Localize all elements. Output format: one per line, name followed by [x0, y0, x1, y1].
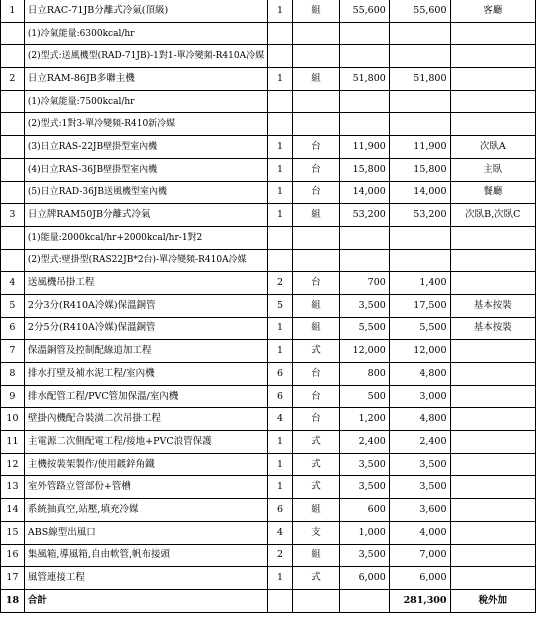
item-description-cell: 主機按裝架製作/使用鍍鋅角鐵 [24, 453, 267, 476]
unit-cell: 式 [292, 567, 339, 590]
item-description-cell: 系統抽真空,站壓,填充冷媒 [24, 499, 267, 522]
table-row [1, 45, 536, 68]
unit-price-cell: 800 [340, 363, 390, 386]
item-number-cell [1, 158, 25, 181]
item-number-cell [1, 136, 25, 159]
total-unit-price-cell [340, 589, 390, 612]
item-description-cell: 排水配管工程/PVC管加保溫/室內機 [24, 385, 267, 408]
table-row [1, 385, 536, 408]
quantity-cell: 1 [268, 181, 293, 204]
remark-cell: 次臥B,次臥C [450, 204, 535, 227]
amount-cell [389, 22, 450, 45]
quantity-cell [268, 226, 293, 249]
remark-cell [450, 226, 535, 249]
table-row [1, 499, 536, 522]
item-number-cell: 2 [1, 68, 25, 91]
table-row [1, 22, 536, 45]
item-description-cell: 2分5分(R410A冷媒)保溫銅管 [24, 317, 267, 340]
table-row [1, 68, 536, 91]
unit-price-cell: 2,400 [340, 431, 390, 454]
unit-price-cell [340, 45, 390, 68]
quantity-cell: 6 [268, 385, 293, 408]
unit-price-cell: 51,800 [340, 68, 390, 91]
item-number-cell: 9 [1, 385, 25, 408]
item-description-cell: (2)型式:送風機型(RAD-71JB)-1對1-單冷變頻-R410A冷媒 [24, 45, 267, 68]
amount-cell: 14,000 [389, 181, 450, 204]
item-number-cell [1, 22, 25, 45]
amount-cell: 51,800 [389, 68, 450, 91]
quantity-cell: 4 [268, 408, 293, 431]
amount-cell: 11,900 [389, 136, 450, 159]
total-amount-cell: 281,300 [389, 589, 450, 612]
quantity-cell [268, 113, 293, 136]
amount-cell: 2,400 [389, 431, 450, 454]
unit-price-cell: 1,000 [340, 521, 390, 544]
item-number-cell: 8 [1, 363, 25, 386]
item-number-cell [1, 90, 25, 113]
total-unit-cell [292, 589, 339, 612]
unit-cell: 台 [292, 385, 339, 408]
item-number-cell [1, 181, 25, 204]
table-row [1, 476, 536, 499]
remark-cell [450, 499, 535, 522]
unit-price-cell: 600 [340, 499, 390, 522]
amount-cell: 4,800 [389, 363, 450, 386]
item-number-cell [1, 45, 25, 68]
unit-cell: 台 [292, 158, 339, 181]
item-description-cell: 室外管路立管部份+管槽 [24, 476, 267, 499]
remark-cell [450, 567, 535, 590]
item-description-cell: (1)能量:2000kcal/hr+2000kcal/hr-1對2 [24, 226, 267, 249]
unit-cell: 組 [292, 544, 339, 567]
item-description-cell: (2)型式:壁掛型(RAS22JB*2台)-單冷變頻-R410A冷媒 [24, 249, 267, 272]
item-number-cell [1, 113, 25, 136]
table-row [1, 226, 536, 249]
remark-cell [450, 22, 535, 45]
unit-cell: 台 [292, 272, 339, 295]
quantity-cell [268, 45, 293, 68]
item-description-cell: 送風機吊掛工程 [24, 272, 267, 295]
item-number-cell: 12 [1, 453, 25, 476]
amount-cell: 3,500 [389, 476, 450, 499]
item-number-cell: 10 [1, 408, 25, 431]
unit-price-cell: 3,500 [340, 294, 390, 317]
unit-price-cell: 14,000 [340, 181, 390, 204]
total-quantity-cell [268, 589, 293, 612]
unit-price-cell [340, 113, 390, 136]
quantity-cell [268, 249, 293, 272]
table-row [1, 317, 536, 340]
unit-cell [292, 90, 339, 113]
table-row [1, 431, 536, 454]
item-description-cell: 2分3分(R410A冷媒)保溫銅管 [24, 294, 267, 317]
unit-price-cell: 15,800 [340, 158, 390, 181]
item-description-cell: (2)型式:1對3-單冷變頻-R410新冷媒 [24, 113, 267, 136]
amount-cell: 3,500 [389, 453, 450, 476]
amount-cell: 7,000 [389, 544, 450, 567]
quantity-cell [268, 22, 293, 45]
table-row [1, 340, 536, 363]
quantity-cell: 1 [268, 453, 293, 476]
amount-cell: 3,000 [389, 385, 450, 408]
table-row [1, 136, 536, 159]
remark-cell [450, 476, 535, 499]
table-row [1, 294, 536, 317]
total-item-description-cell: 合計 [24, 589, 267, 612]
remark-cell [450, 45, 535, 68]
item-number-cell [1, 249, 25, 272]
unit-cell: 組 [292, 68, 339, 91]
item-description-cell: 風管連接工程 [24, 567, 267, 590]
amount-cell: 5,500 [389, 317, 450, 340]
table-row [1, 249, 536, 272]
item-number-cell: 5 [1, 294, 25, 317]
item-description-cell: 排水打壁及補水泥工程/室內機 [24, 363, 267, 386]
remark-cell [450, 363, 535, 386]
unit-price-cell: 1,200 [340, 408, 390, 431]
amount-cell [389, 249, 450, 272]
unit-price-cell: 3,500 [340, 453, 390, 476]
quantity-cell: 5 [268, 294, 293, 317]
unit-price-cell [340, 249, 390, 272]
table-row [1, 204, 536, 227]
amount-cell: 3,600 [389, 499, 450, 522]
quantity-cell: 1 [268, 158, 293, 181]
remark-cell: 基本按裝 [450, 317, 535, 340]
unit-cell: 組 [292, 0, 339, 22]
quantity-cell: 4 [268, 521, 293, 544]
table-row [1, 363, 536, 386]
remark-cell [450, 385, 535, 408]
quantity-cell: 1 [268, 204, 293, 227]
amount-cell [389, 90, 450, 113]
total-remark-cell: 稅外加 [450, 589, 535, 612]
quantity-cell: 1 [268, 340, 293, 363]
item-description-cell: (1)冷氣能量:6300kcal/hr [24, 22, 267, 45]
unit-cell: 組 [292, 499, 339, 522]
item-number-cell: 17 [1, 567, 25, 590]
unit-price-cell: 3,500 [340, 476, 390, 499]
unit-cell: 台 [292, 363, 339, 386]
item-number-cell: 11 [1, 431, 25, 454]
item-description-cell: 日立RAM-86JB多聯主機 [24, 68, 267, 91]
item-description-cell: (3)日立RAS-22JB壁掛型室內機 [24, 136, 267, 159]
amount-cell [389, 113, 450, 136]
item-description-cell: 日立RAC-71JB分離式冷氣(頂級) [24, 0, 267, 22]
amount-cell: 4,800 [389, 408, 450, 431]
unit-cell [292, 249, 339, 272]
unit-price-cell: 5,500 [340, 317, 390, 340]
unit-price-cell: 12,000 [340, 340, 390, 363]
unit-cell: 組 [292, 204, 339, 227]
unit-cell: 台 [292, 408, 339, 431]
item-description-cell: (4)日立RAS-36JB壁掛型室內機 [24, 158, 267, 181]
unit-cell: 式 [292, 340, 339, 363]
table-row [1, 181, 536, 204]
remark-cell [450, 340, 535, 363]
unit-cell: 式 [292, 476, 339, 499]
item-number-cell: 6 [1, 317, 25, 340]
quantity-cell: 6 [268, 499, 293, 522]
amount-cell: 15,800 [389, 158, 450, 181]
quotation-rows [1, 0, 536, 612]
remark-cell: 主臥 [450, 158, 535, 181]
remark-cell [450, 90, 535, 113]
amount-cell: 55,600 [389, 0, 450, 22]
item-number-cell: 16 [1, 544, 25, 567]
item-description-cell: (5)日立RAD-36JB送風機型室內機 [24, 181, 267, 204]
item-description-cell: 主電源二次側配電工程/接地+PVC浪管保護 [24, 431, 267, 454]
amount-cell: 4,000 [389, 521, 450, 544]
remark-cell [450, 544, 535, 567]
unit-price-cell: 700 [340, 272, 390, 295]
table-row [1, 0, 536, 22]
unit-price-cell: 53,200 [340, 204, 390, 227]
unit-cell: 式 [292, 453, 339, 476]
table-row [1, 272, 536, 295]
quantity-cell: 6 [268, 363, 293, 386]
table-row [1, 408, 536, 431]
item-number-cell: 7 [1, 340, 25, 363]
unit-cell [292, 113, 339, 136]
unit-cell [292, 22, 339, 45]
amount-cell: 1,400 [389, 272, 450, 295]
amount-cell: 12,000 [389, 340, 450, 363]
item-description-cell: 保溫銅管及控制配線追加工程 [24, 340, 267, 363]
unit-cell: 式 [292, 431, 339, 454]
unit-price-cell: 55,600 [340, 0, 390, 22]
remark-cell [450, 431, 535, 454]
item-description-cell: (1)冷氣能量:7500kcal/hr [24, 90, 267, 113]
quantity-cell: 1 [268, 136, 293, 159]
table-row [1, 113, 536, 136]
remark-cell [450, 113, 535, 136]
item-number-cell: 4 [1, 272, 25, 295]
total-row [1, 589, 536, 612]
table-row [1, 544, 536, 567]
item-description-cell: 日立牌RAM50JB分離式冷氣 [24, 204, 267, 227]
item-description-cell: ABS線型出風口 [24, 521, 267, 544]
table-row [1, 453, 536, 476]
remark-cell [450, 249, 535, 272]
item-number-cell: 13 [1, 476, 25, 499]
unit-price-cell [340, 226, 390, 249]
quantity-cell: 1 [268, 317, 293, 340]
remark-cell: 次臥A [450, 136, 535, 159]
table-row [1, 567, 536, 590]
quantity-cell: 1 [268, 68, 293, 91]
item-number-cell: 14 [1, 499, 25, 522]
table-row [1, 521, 536, 544]
quantity-cell: 1 [268, 0, 293, 22]
item-number-cell: 3 [1, 204, 25, 227]
item-description-cell: 壁掛內機配合裝潢二次吊掛工程 [24, 408, 267, 431]
unit-cell [292, 45, 339, 68]
remark-cell [450, 521, 535, 544]
unit-cell: 組 [292, 317, 339, 340]
unit-cell: 台 [292, 181, 339, 204]
item-number-cell: 15 [1, 521, 25, 544]
amount-cell [389, 45, 450, 68]
quantity-cell: 1 [268, 431, 293, 454]
quantity-cell: 2 [268, 272, 293, 295]
amount-cell [389, 226, 450, 249]
unit-price-cell: 11,900 [340, 136, 390, 159]
unit-price-cell: 6,000 [340, 567, 390, 590]
item-number-cell: 1 [1, 0, 25, 22]
unit-cell: 支 [292, 521, 339, 544]
quantity-cell [268, 90, 293, 113]
amount-cell: 17,500 [389, 294, 450, 317]
unit-cell: 台 [292, 136, 339, 159]
remark-cell [450, 453, 535, 476]
remark-cell [450, 408, 535, 431]
unit-price-cell [340, 22, 390, 45]
amount-cell: 6,000 [389, 567, 450, 590]
total-item-number-cell: 18 [1, 589, 25, 612]
remark-cell: 客廳 [450, 0, 535, 22]
table-row [1, 90, 536, 113]
unit-cell [292, 226, 339, 249]
remark-cell: 餐廳 [450, 181, 535, 204]
quantity-cell: 1 [268, 567, 293, 590]
remark-cell [450, 272, 535, 295]
remark-cell [450, 68, 535, 91]
unit-cell: 組 [292, 294, 339, 317]
remark-cell: 基本按裝 [450, 294, 535, 317]
unit-price-cell: 3,500 [340, 544, 390, 567]
unit-price-cell: 500 [340, 385, 390, 408]
amount-cell: 53,200 [389, 204, 450, 227]
item-number-cell [1, 226, 25, 249]
quantity-cell: 1 [268, 476, 293, 499]
unit-price-cell [340, 90, 390, 113]
item-description-cell: 集風箱,導風箱,自由軟管,帆布接頭 [24, 544, 267, 567]
quantity-cell: 2 [268, 544, 293, 567]
table-row [1, 158, 536, 181]
